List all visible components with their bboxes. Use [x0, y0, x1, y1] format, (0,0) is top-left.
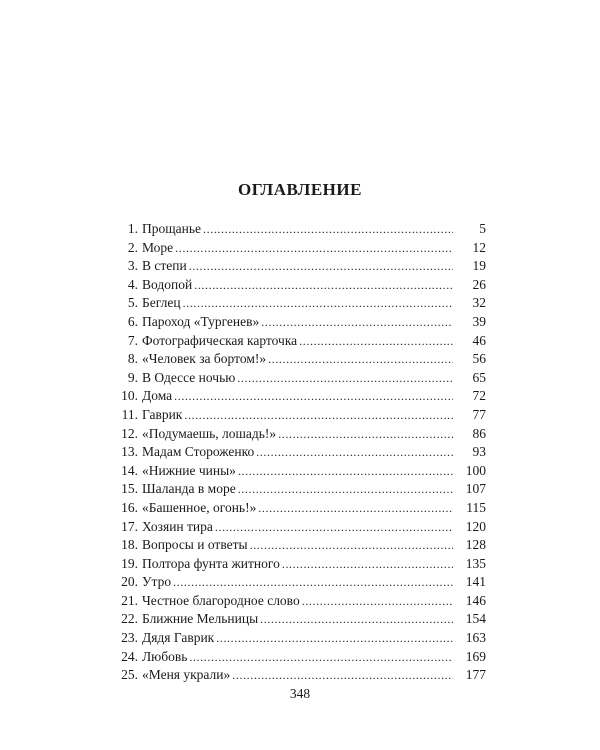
- toc-entry-title: Фотографическая карточка: [142, 332, 298, 348]
- toc-entry-title: Мадам Стороженко: [142, 444, 255, 460]
- toc-entry-title: В степи: [142, 258, 187, 274]
- toc-entry-page: 39: [472, 313, 486, 329]
- toc-entry-page: 26: [472, 276, 486, 292]
- toc-entry-page: 72: [472, 388, 486, 404]
- toc-dot-leader: [256, 443, 453, 462]
- toc-entry-title: Море: [142, 239, 174, 255]
- toc-entry: [112, 332, 486, 351]
- toc-dot-leader: [238, 462, 453, 481]
- toc-dot-leader: [189, 648, 453, 667]
- toc-entry-number: 9.: [127, 369, 138, 385]
- toc-entry: [112, 425, 486, 444]
- toc-dot-leader: [238, 480, 453, 499]
- toc-entry-page: 115: [466, 499, 486, 515]
- table-of-contents: [112, 220, 486, 685]
- toc-entry-number: 10.: [121, 388, 138, 404]
- toc-entry-title: Любовь: [142, 648, 188, 664]
- toc-entry: [112, 239, 486, 258]
- toc-entry-title: В Одессе ночью: [142, 369, 236, 385]
- toc-entry-page: 107: [465, 481, 486, 497]
- toc-dot-leader: [302, 592, 453, 611]
- toc-entry-number: 22.: [121, 611, 138, 627]
- toc-entry-number: 7.: [127, 332, 138, 348]
- toc-entry-page: 12: [472, 239, 486, 255]
- toc-entry-title: Гаврик: [142, 406, 183, 422]
- toc-entry-number: 4.: [127, 276, 138, 292]
- toc-entry: [112, 610, 486, 629]
- toc-dot-leader: [237, 369, 453, 388]
- toc-entry: [112, 629, 486, 648]
- toc-dot-leader: [216, 629, 453, 648]
- toc-entry: [112, 592, 486, 611]
- toc-dot-leader: [268, 350, 453, 369]
- toc-entry: [112, 294, 486, 313]
- toc-entry-page: 177: [465, 667, 486, 683]
- toc-entry: [112, 462, 486, 481]
- toc-entry: [112, 573, 486, 592]
- toc-entry-title: Дома: [142, 388, 173, 404]
- toc-entry-number: 20.: [121, 574, 138, 590]
- toc-entry-number: 3.: [127, 258, 138, 274]
- toc-entry-number: 25.: [121, 667, 138, 683]
- toc-dot-leader: [232, 666, 453, 685]
- toc-entry-number: 18.: [121, 537, 138, 553]
- toc-entry-number: 5.: [127, 295, 138, 311]
- toc-dot-leader: [189, 257, 453, 276]
- toc-entry-title: Полтора фунта житного: [142, 555, 280, 571]
- toc-entry-number: 21.: [121, 592, 138, 608]
- toc-entry-title: Дядя Гаврик: [142, 630, 215, 646]
- toc-entry-title: Честное благородное слово: [142, 592, 300, 608]
- toc-entry-number: 16.: [121, 499, 138, 515]
- page-number: 348: [289, 686, 311, 701]
- page-title: ОГЛАВЛЕНИЕ: [238, 180, 362, 199]
- toc-entry-title: «Нижние чины»: [142, 462, 236, 478]
- toc-entry-page: 128: [465, 537, 486, 553]
- toc-entry: [112, 220, 486, 239]
- toc-entry: [112, 666, 486, 685]
- toc-entry-number: 11.: [121, 406, 138, 422]
- toc-entry-title: Беглец: [142, 295, 181, 311]
- toc-entry-title: Водопой: [142, 276, 193, 292]
- toc-dot-leader: [184, 406, 453, 425]
- toc-entry-title: Шаланда в море: [142, 481, 236, 497]
- toc-dot-leader: [175, 239, 453, 258]
- toc-entry-page: 100: [465, 462, 486, 478]
- toc-entry: [112, 536, 486, 555]
- toc-dot-leader: [174, 387, 453, 406]
- toc-entry-title: Хозяин тира: [142, 518, 213, 534]
- toc-entry: [112, 276, 486, 295]
- toc-dot-leader: [278, 425, 453, 444]
- toc-entry-page: 65: [472, 369, 486, 385]
- toc-entry-title: Ближние Мельницы: [142, 611, 259, 627]
- toc-entry-page: 56: [472, 351, 486, 367]
- toc-entry-page: 141: [465, 574, 486, 590]
- toc-entry-number: 15.: [121, 481, 138, 497]
- toc-entry: [112, 369, 486, 388]
- toc-entry-number: 8.: [127, 351, 138, 367]
- toc-entry-page: 93: [472, 444, 486, 460]
- toc-entry-number: 14.: [121, 462, 138, 478]
- toc-entry: [112, 406, 486, 425]
- toc-entry: [112, 518, 486, 537]
- toc-entry-title: Вопросы и ответы: [142, 537, 248, 553]
- toc-entry-title: «Подумаешь, лошадь!»: [142, 425, 277, 441]
- toc-entry-page: 46: [472, 332, 486, 348]
- toc-entry-page: 32: [472, 295, 486, 311]
- toc-dot-leader: [250, 536, 453, 555]
- toc-entry: [112, 555, 486, 574]
- toc-entry-number: 13.: [121, 444, 138, 460]
- toc-dot-leader: [260, 610, 453, 629]
- toc-entry-page: 154: [465, 611, 486, 627]
- toc-entry-page: 146: [465, 592, 486, 608]
- toc-entry-page: 19: [472, 258, 486, 274]
- toc-entry-page: 163: [465, 630, 486, 646]
- toc-entry: [112, 499, 486, 518]
- toc-entry-number: 6.: [127, 313, 138, 329]
- toc-entry-page: 77: [472, 406, 486, 422]
- toc-entry-title: «Башенное, огонь!»: [142, 499, 257, 515]
- toc-dot-leader: [299, 332, 453, 351]
- toc-entry: [112, 350, 486, 369]
- toc-dot-leader: [173, 573, 453, 592]
- toc-entry-number: 19.: [121, 555, 138, 571]
- toc-dot-leader: [183, 294, 453, 313]
- toc-entry-page: 169: [465, 648, 486, 664]
- toc-dot-leader: [258, 499, 453, 518]
- toc-entry-number: 24.: [121, 648, 138, 664]
- toc-entry: [112, 648, 486, 667]
- toc-entry-page: 120: [465, 518, 486, 534]
- toc-entry-title: Прощанье: [142, 221, 202, 236]
- toc-entry-page: 5: [479, 221, 486, 236]
- toc-entry-title: «Меня украли»: [142, 667, 231, 683]
- toc-entry: [112, 387, 486, 406]
- toc-entry-number: 2.: [127, 239, 138, 255]
- toc-dot-leader: [215, 518, 453, 537]
- toc-entry-number: 23.: [121, 630, 138, 646]
- toc-entry-page: 135: [465, 555, 486, 571]
- toc-dot-leader: [194, 276, 453, 295]
- toc-dot-leader: [261, 313, 453, 332]
- toc-entry-title: Утро: [142, 574, 172, 590]
- toc-entry: [112, 257, 486, 276]
- toc-entry: [112, 480, 486, 499]
- toc-entry-page: 86: [472, 425, 486, 441]
- toc-entry: [112, 313, 486, 332]
- toc-entry-title: «Человек за бортом!»: [142, 351, 267, 367]
- toc-entry-number: 12.: [121, 425, 138, 441]
- toc-entry-title: Пароход «Тургенев»: [142, 313, 260, 329]
- toc-dot-leader: [203, 220, 453, 239]
- toc-entry: [112, 443, 486, 462]
- toc-entry-number: 1.: [127, 221, 138, 236]
- toc-entry-number: 17.: [121, 518, 138, 534]
- toc-dot-leader: [282, 555, 453, 574]
